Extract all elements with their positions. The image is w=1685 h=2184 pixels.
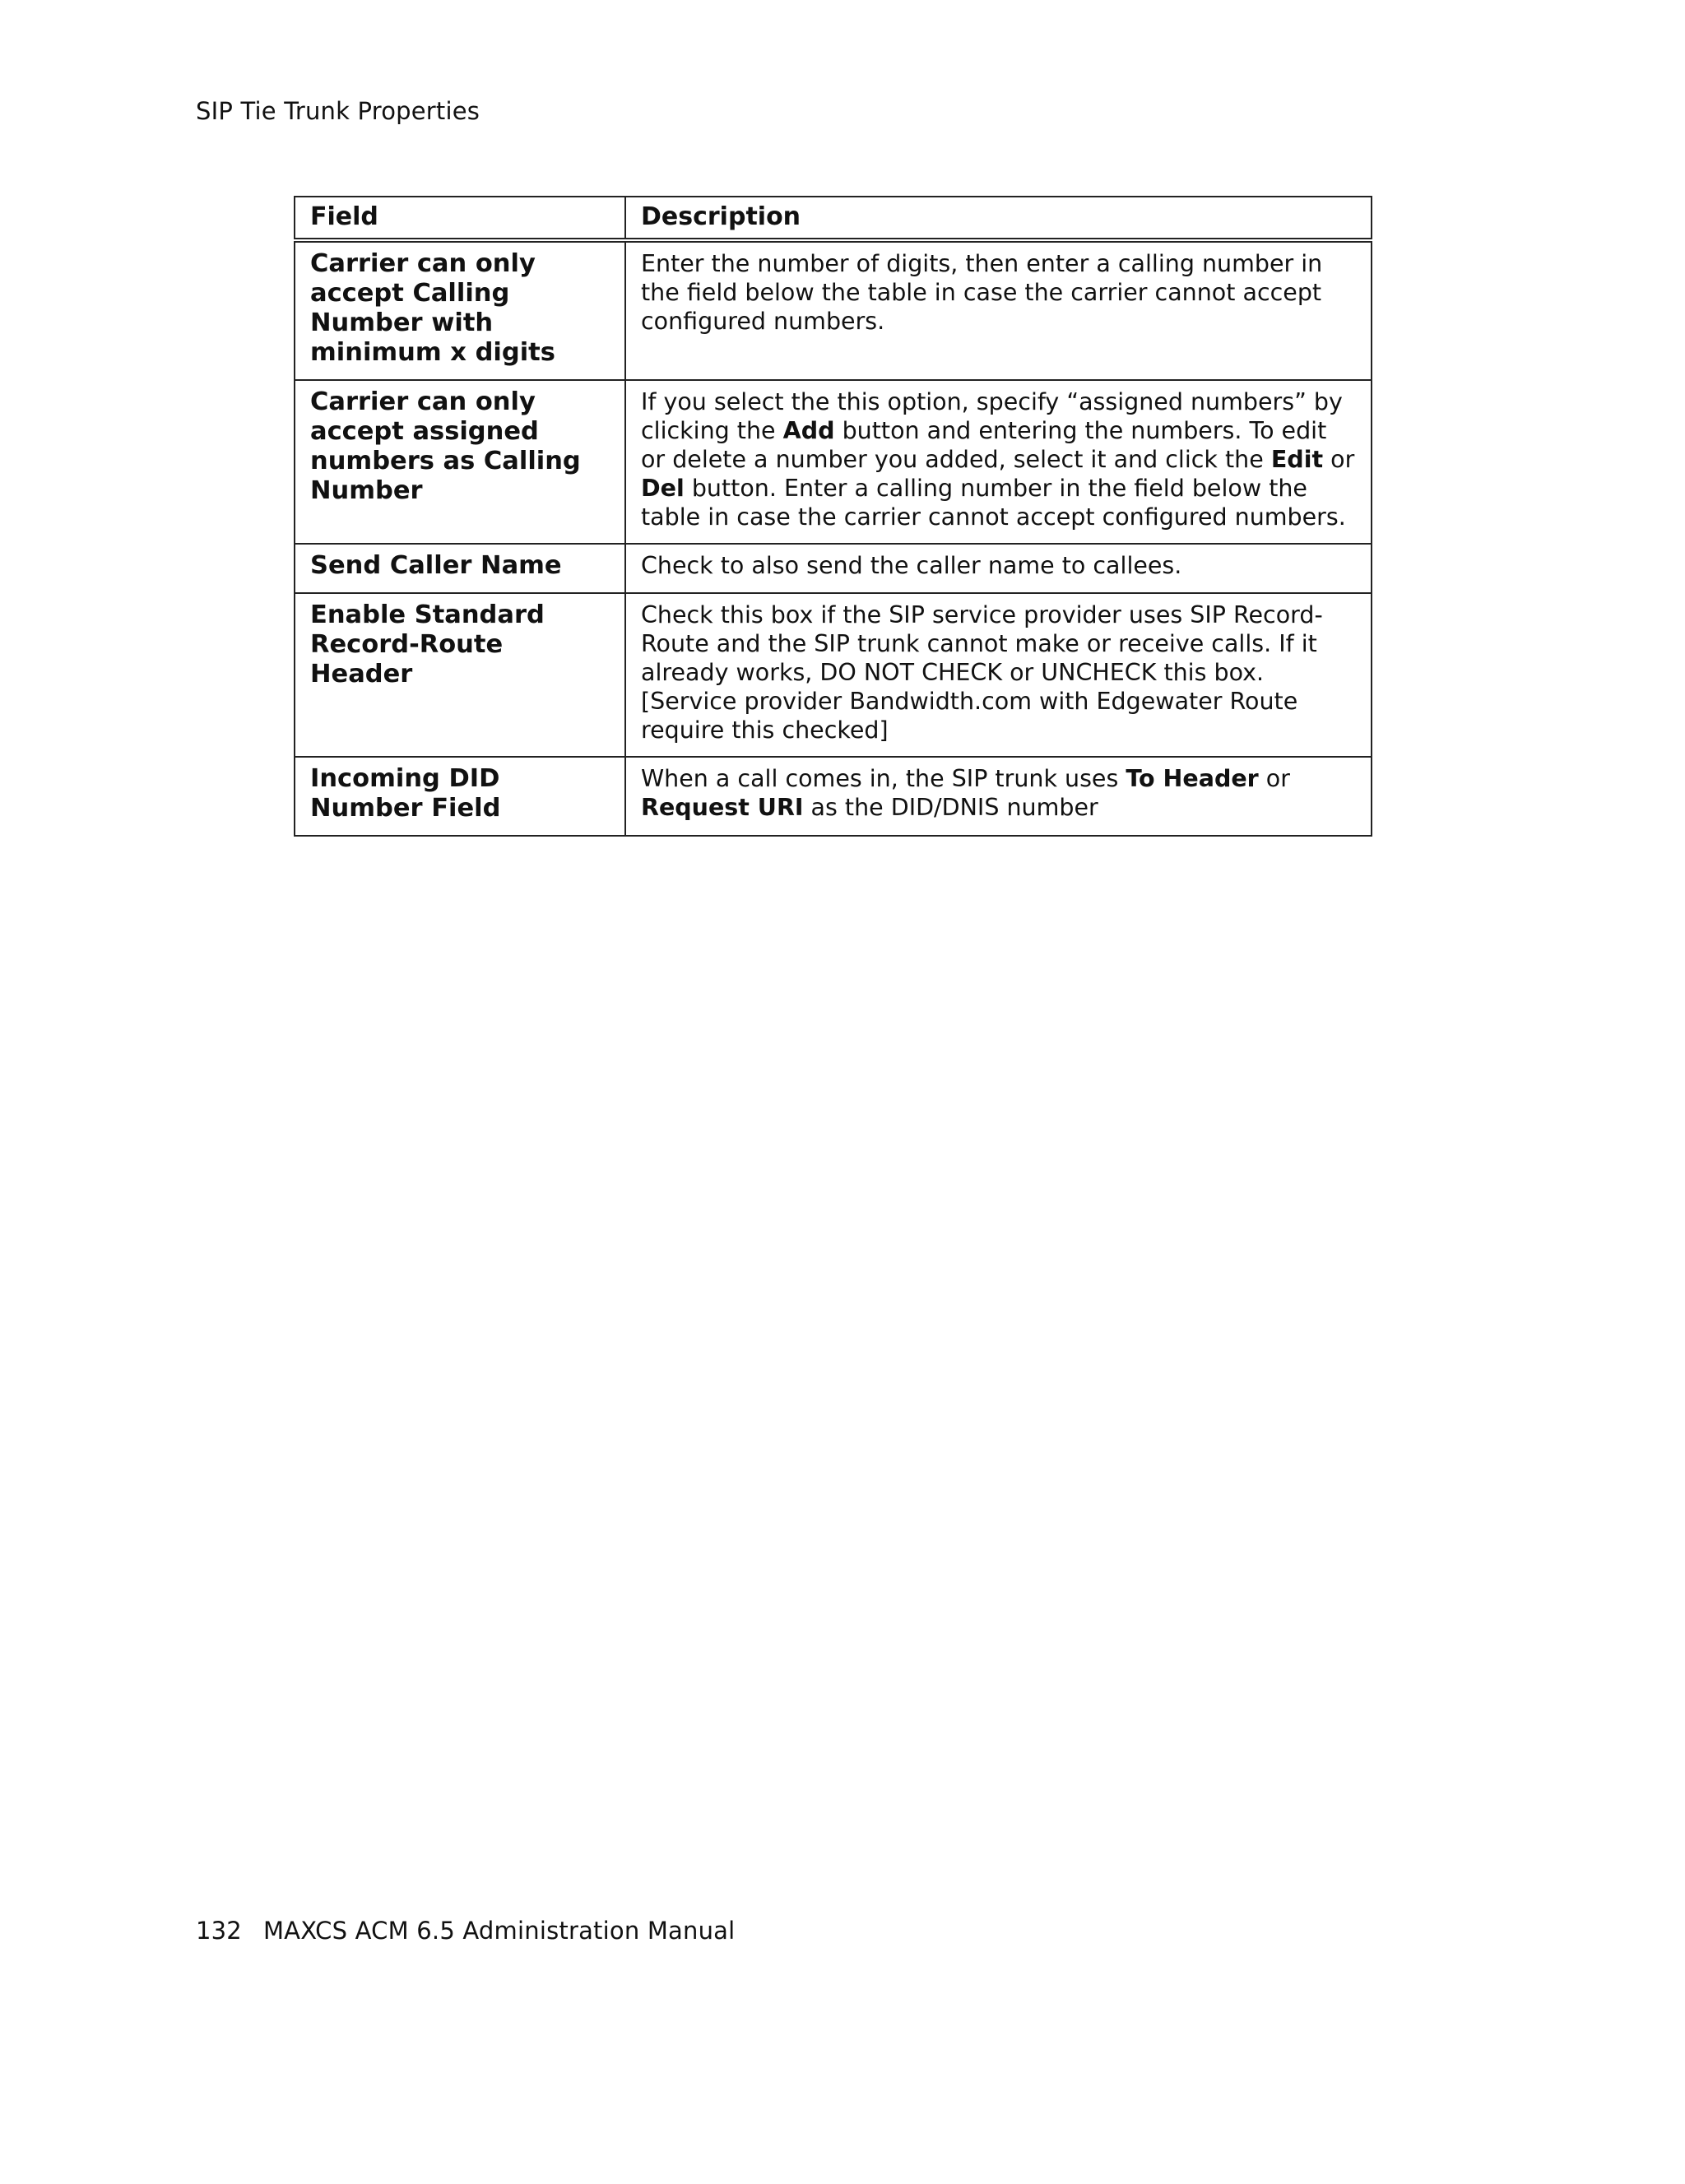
field-description-cell (625, 544, 1372, 593)
field-description-cell (625, 240, 1372, 380)
table-row (295, 240, 1372, 380)
column-header-field: Field (295, 197, 625, 240)
field-name-cell: Carrier can only accept assigned numbers as Calling Number (295, 380, 625, 544)
description-emphasis: Request URI (641, 794, 804, 821)
field-description-cell (625, 757, 1372, 836)
description-text: as the DID/DNIS number (803, 794, 1098, 821)
field-name-cell: Carrier can only accept Calling Number with minimum x digits (295, 240, 625, 380)
table-row (295, 593, 1372, 757)
description-text: When a call comes in, the SIP trunk uses (641, 765, 1126, 792)
description-text: or (1323, 446, 1355, 473)
table-row (295, 544, 1372, 593)
table-row (295, 757, 1372, 836)
table-body (295, 240, 1372, 836)
description-text: Check to also send the caller name to callees. (641, 552, 1182, 579)
description-emphasis: To Header (1126, 765, 1259, 792)
page-number: 132 (196, 1917, 242, 1945)
table-row (295, 380, 1372, 544)
description-emphasis: Add (782, 417, 835, 444)
table-header-row (295, 197, 1372, 240)
field-description-cell (625, 380, 1372, 544)
description-text: Check this box if the SIP service provider uses SIP Record-Route and the SIP trunk cannot make or receive calls. If it already works, DO NOT CHECK or UNCHECK this box. [Service provider Bandwidth.com with Edgewater Route require this checked] (641, 601, 1323, 744)
field-name-cell: Incoming DID Number Field (295, 757, 625, 836)
running-footer (196, 1917, 735, 1945)
field-description-cell (625, 593, 1372, 757)
description-emphasis: Del (641, 475, 685, 502)
manual-title: MAXCS ACM 6.5 Administration Manual (262, 1917, 736, 1945)
description-text: button. Enter a calling number in the field below the table in case the carrier cannot accept configured numbers. (641, 475, 1346, 531)
description-text: Enter the number of digits, then enter a calling number in the field below the table in case the carrier cannot accept configured numbers. (641, 250, 1323, 335)
field-name-cell: Enable Standard Record-Route Header (295, 593, 625, 757)
description-text: button and entering the numbers. To edit or delete a number you added, select it and click the (641, 417, 1327, 473)
description-text: If you select the this option, specify “assigned numbers” by clicking the (641, 388, 1343, 444)
running-header: SIP Tie Trunk Properties (196, 97, 480, 125)
field-description-table (294, 196, 1372, 837)
column-header-description: Description (625, 197, 1372, 240)
field-name-cell: Send Caller Name (295, 544, 625, 593)
description-text: or (1258, 765, 1290, 792)
description-emphasis: Edit (1270, 446, 1324, 473)
